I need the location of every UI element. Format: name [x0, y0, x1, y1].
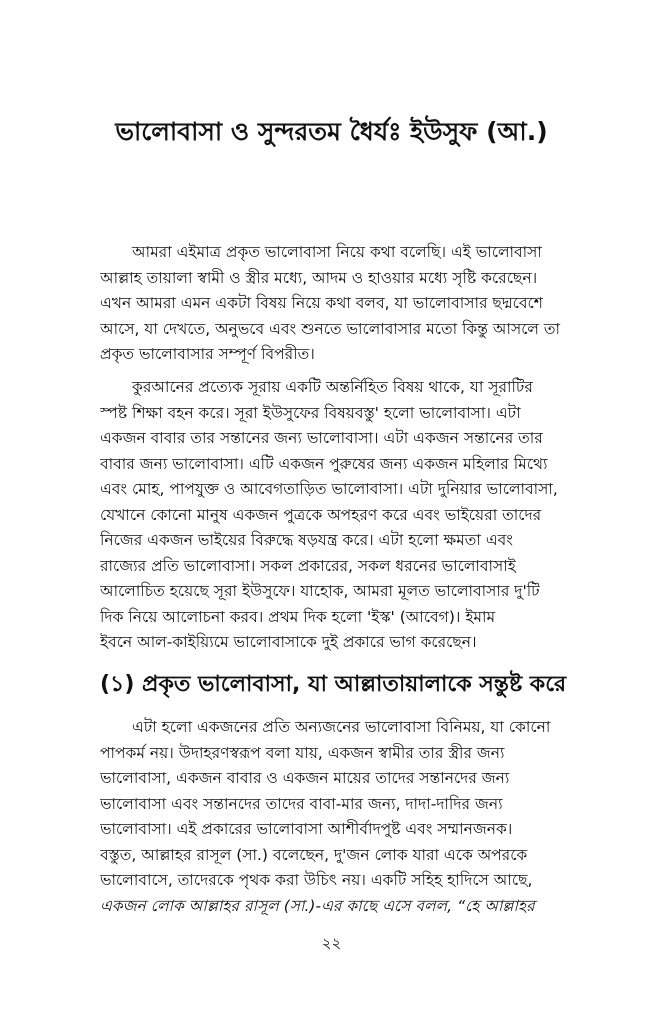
paragraph-line: রাজ্যের প্রতি ভালোবাসা। সকল প্রকারের, সকল ধরনের ভালোবাসাই: [100, 556, 516, 575]
paragraph-line: ভালোবাসা এবং সন্তানদের তাদের বাবা-মার জন্য, দাদা-দাদির জন্য: [100, 794, 503, 813]
hadith-quote-line: একজন লোক আল্লাহর রাসূল (সা.)-এর কাছে এসে বলল, “হে আল্লাহর: [100, 896, 535, 915]
paragraph-true-love: [100, 715, 585, 919]
paragraph-line: একজন বাবার তার সন্তানের জন্য ভালোবাসা। এটা একজন সন্তানের তার: [100, 429, 543, 447]
paragraph-line: যেখানে কোনো মানুষ একজন পুত্রকে অপহরণ করে এবং ভাইয়েরা তাদের: [100, 505, 542, 524]
paragraph-line: আলোচিত হয়েছে সূরা ইউসুফে। যাহোক, আমরা মূলত ভালোবাসার দু'টি: [100, 582, 540, 600]
paragraph-line: এটা হলো একজনের প্রতি অন্যজনের ভালোবাসা বিনিময়, যা কোনো: [132, 718, 551, 736]
paragraph-surah-yusuf: [100, 375, 585, 656]
paragraph-line: নিজের একজন ভাইয়ের বিরুদ্ধে ষড়যন্ত্র করে। এটা হলো ক্ষমতা এবং: [100, 531, 513, 549]
page-number: ২২: [321, 934, 342, 952]
paragraph-line: এখন আমরা এমন একটা বিষয় নিয়ে কথা বলব, যা ভালোবাসার ছদ্মবেশে: [100, 294, 543, 312]
paragraph-line: এবং মোহ, পাপযুক্ত ও আবেগতাড়িত ভালোবাসা। এটা দুনিয়ার ভালোবাসা,: [100, 480, 558, 498]
paragraph-line: আল্লাহ তায়ালা স্বামী ও স্ত্রীর মধ্যে, আদম ও হাওয়ার মধ্যে সৃষ্টি করেছেন।: [100, 268, 538, 287]
paragraph-line: প্রকৃত ভালোবাসার সম্পূর্ণ বিপরীত।: [100, 345, 315, 363]
paragraph-line: ভালোবাসে, তাদেরকে পৃথক করা উচিৎ নয়। একটি সহিহ হাদিসে আছে,: [100, 871, 533, 889]
paragraph-line: দিক নিয়ে আলোচনা করব। প্রথম দিক হলো 'ইস্ক' (আবেগ)। ইমাম: [100, 607, 496, 626]
paragraph-line: পাপকর্ম নয়। উদাহরণস্বরূপ বলা যায়, একজন স্বামীর তার স্ত্রীর জন্য: [100, 743, 505, 762]
paragraph-line: ইবনে আল-কাইয়্যিমে ভালোবাসাকে দুই প্রকারে ভাগ করেছেন।: [100, 633, 477, 651]
paragraph-line: আসে, যা দেখতে, অনুভবে এবং শুনতে ভালোবাসার মতো কিন্তু আসলে তা: [100, 319, 561, 338]
paragraph-line: বস্তুত, আল্লাহর রাসূল (সা.) বলেছেন, দু'জন লোক যারা একে অপরকে: [100, 845, 528, 864]
paragraph-intro: [100, 240, 585, 368]
paragraph-line: স্পষ্ট শিক্ষা বহন করে। সূরা ইউসুফের বিষয়বস্তু' হলো ভালোবাসা। এটা: [100, 403, 521, 422]
chapter-title: ভালোবাসা ও সুন্দরতম ধৈর্যঃ ইউসুফ (আ.): [115, 117, 548, 146]
paragraph-line: ভালোবাসা। এই প্রকারের ভালোবাসা আশীর্বাদপুষ্ট এবং সম্মানজনক।: [100, 820, 513, 838]
paragraph-line: কুরআনের প্রত্যেক সূরায় একটি অন্তর্নিহিত বিষয় থাকে, যা সূরাটির: [132, 378, 533, 396]
paragraph-line: ভালোবাসা, একজন বাবার ও একজন মায়ের তাদের সন্তানদের জন্য: [100, 769, 510, 787]
section-heading: (১) প্রকৃত ভালোবাসা, যা আল্লাতায়ালাকে সন্তুষ্ট করে: [100, 672, 567, 697]
paragraph-line: আমরা এইমাত্র প্রকৃত ভালোবাসা নিয়ে কথা বলেছি। এই ভালোবাসা: [132, 243, 542, 261]
paragraph-line: বাবার জন্য ভালোবাসা। এটি একজন পুরুষের জন্য একজন মহিলার মিথ্যে: [100, 454, 548, 473]
